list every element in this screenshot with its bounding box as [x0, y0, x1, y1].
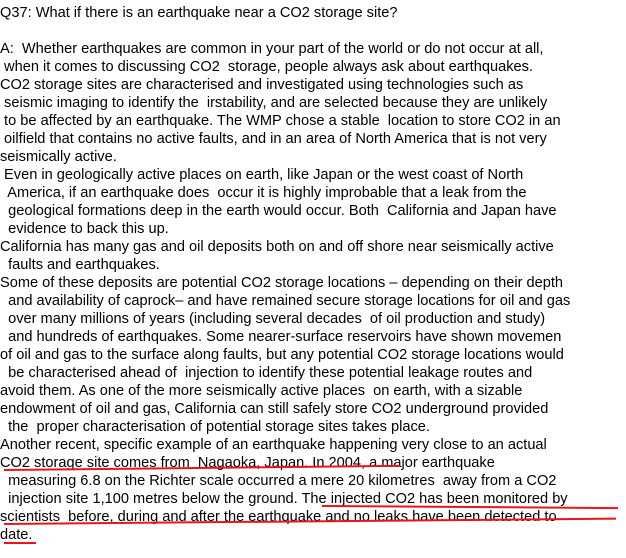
answer-line: scientists before, during and after the earthquake and no leaks have been detected to [0, 509, 557, 525]
answer-line: over many millions of years (including several decades of oil production and study) [0, 311, 546, 327]
question-heading: Q37: What if there is an earthquake near a CO2 storage site? [0, 5, 398, 21]
answer-line: CO2 storage site comes from Nagaoka, Japan. In 2004, a major earthquake [0, 455, 495, 471]
answer-line: of oil and gas to the surface along faults, but any potential CO2 storage locations would [0, 347, 564, 363]
answer-line: and hundreds of earthquakes. Some nearer-surface reservoirs have shown movemen [0, 329, 562, 345]
red-underline-annotation [4, 542, 36, 544]
answer-line: America, if an earthquake does occur it is highly improbable that a leak from the [0, 185, 527, 201]
answer-line: and availability of caprock– and have remained secure storage locations for oil and gas [0, 293, 571, 309]
answer-line: date. [0, 527, 33, 543]
answer-line: geological formations deep in the earth would occur. Both California and Japan have [0, 203, 557, 219]
answer-line: injection site 1,100 metres below the ground. The injected CO2 has been monitored by [0, 491, 568, 507]
answer-line: Even in geologically active places on earth, like Japan or the west coast of North [0, 167, 524, 183]
answer-line: seismically active. [0, 149, 117, 165]
answer-line: oilfield that contains no active faults, and in an area of North America that is not very [0, 131, 547, 147]
answer-line: A: Whether earthquakes are common in your part of the world or do not occur at all, [0, 41, 544, 57]
answer-line: to be affected by an earthquake. The WMP chose a stable location to store CO2 in an [0, 113, 561, 129]
answer-line: California has many gas and oil deposits both on and off shore near seismically active [0, 239, 554, 255]
answer-line: evidence to back this up. [0, 221, 169, 237]
answer-line: when it comes to discussing CO2 storage, people always ask about earthquakes. [0, 59, 533, 75]
answer-line: CO2 storage sites are characterised and investigated using technologies such as [0, 77, 524, 93]
answer-line: avoid them. As one of the more seismically active places on earth, with a sizable [0, 383, 523, 399]
answer-line: Another recent, specific example of an earthquake happening very close to an actual [0, 437, 547, 453]
answer-line: Some of these deposits are potential CO2 storage locations – depending on their depth [0, 275, 564, 291]
answer-line: measuring 6.8 on the Richter scale occurred a mere 20 kilometres away from a CO2 [0, 473, 557, 489]
answer-line: the proper characterisation of potential storage sites takes place. [0, 419, 430, 435]
answer-line: faults and earthquakes. [0, 257, 160, 273]
answer-line: seismic imaging to identify the irstability, and are selected because they are unlikely [0, 95, 548, 111]
answer-line: endowment of oil and gas, California can still safely store CO2 underground provided [0, 401, 549, 417]
answer-line: be characterised ahead of injection to identify these potential leakage routes and [0, 365, 533, 381]
